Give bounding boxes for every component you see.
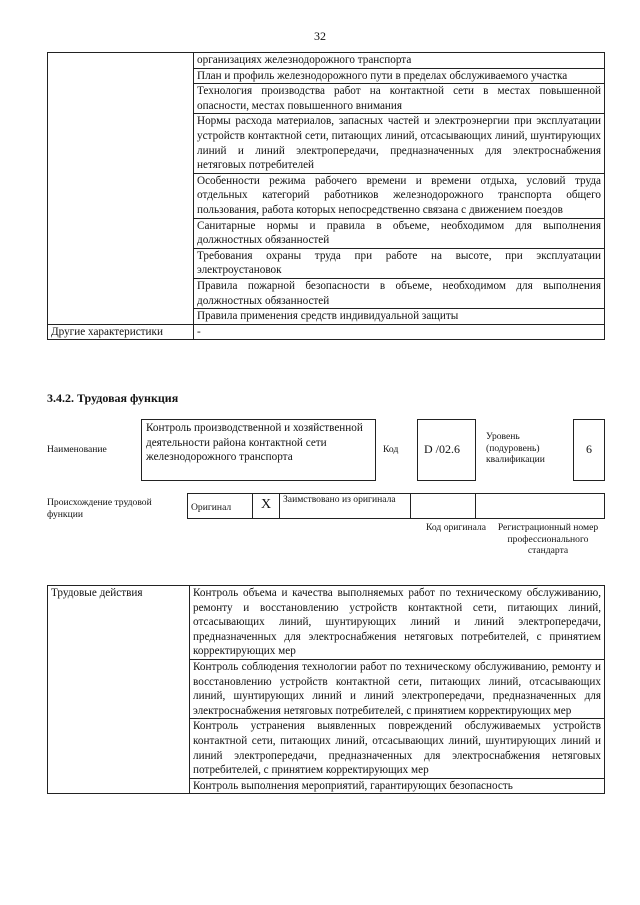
page-number: 32 [314, 29, 326, 43]
function-name-value: Контроль производственной и хозяйственной деятельности района контактной сети железнодорожного транспорта [141, 419, 376, 481]
other-characteristics-label: Другие характеристики [48, 324, 194, 340]
knowledge-label-cell [48, 53, 194, 325]
knowledge-item: Технология производства работ на контактной сети в местах повышенной опасности, местах повышенного внимания [194, 84, 605, 114]
section-heading: 3.4.2. Трудовая функция [47, 391, 179, 405]
original-code-cell [411, 494, 476, 519]
knowledge-item: Правила применения средств индивидуальной защиты [194, 309, 605, 325]
action-item: Контроль объема и качества выполняемых работ по техническому обслуживанию, ремонту и восстановлению устройств контактной сети, питающих линий, отсасывающих линий, шунтирующих линий и линий электропередачи, предназначенных для электроснабжения нетяговых потребителей, с принятием корректирующих мер [190, 586, 605, 660]
knowledge-item: План и профиль железнодорожного пути в пределах обслуживаемого участка [194, 68, 605, 84]
registration-number-caption: Регистрационный номер профессионального стандарта [497, 522, 599, 556]
code-original-caption: Код оригинала [425, 522, 487, 533]
level-label: Уровень (подуровень) квалификации [486, 431, 545, 465]
function-code-value: D /02.6 [417, 419, 476, 481]
action-item: Контроль устранения выявленных повреждений обслуживаемых устройств контактной сети, питающих линий, отсасывающих линий, шунтирующих линий и линий электропередачи, предназначенных для электроснабжения нетяговых потребителей, с принятием корректирующих мер [190, 719, 605, 778]
page-bottom-margin [0, 828, 640, 905]
knowledge-item: организациях железнодорожного транспорта [194, 53, 605, 69]
original-label: Оригинал [188, 494, 253, 519]
code-label: Код [383, 444, 399, 455]
origin-label: Происхождение трудовой функции [47, 497, 152, 520]
original-mark: X [253, 494, 280, 519]
level-value: 6 [573, 419, 605, 481]
knowledge-item: Требования охраны труда при работе на высоте, при эксплуатации электроустановок [194, 248, 605, 278]
borrowed-label: Заимствовано из оригинала [280, 494, 411, 519]
origin-table [187, 493, 605, 519]
knowledge-item: Санитарные нормы и правила в объеме, необходимом для выполнения должностных обязанностей [194, 218, 605, 248]
knowledge-table [47, 52, 605, 340]
knowledge-item: Правила пожарной безопасности в объеме, необходимом для выполнения должностных обязанностей [194, 278, 605, 308]
action-item: Контроль выполнения мероприятий, гарантирующих безопасность [190, 778, 605, 794]
knowledge-item: Нормы расхода материалов, запасных частей и электроэнергии при эксплуатации устройств контактной сети, питающих линий, отсасывающих линий, шунтирующих линий и линий электропередачи, предназначенных для электроснабжения нетяговых потребителей [194, 114, 605, 173]
other-characteristics-value: - [194, 324, 605, 340]
action-item: Контроль соблюдения технологии работ по техническому обслуживанию, ремонту и восстановлению устройств контактной сети, питающих линий, отсасывающих линий, шунтирующих линий и линий электропередачи, предназначенных для электроснабжения нетяговых потребителей, с принятием корректирующих мер [190, 659, 605, 718]
knowledge-item: Особенности режима рабочего времени и времени отдыха, условий труда отдельных категорий работников железнодорожного транспорта общего пользования, работа которых непосредственно связана с движением поездов [194, 173, 605, 218]
actions-table [47, 585, 605, 794]
registration-number-cell [476, 494, 605, 519]
actions-label: Трудовые действия [48, 586, 190, 794]
name-label: Наименование [47, 444, 107, 455]
